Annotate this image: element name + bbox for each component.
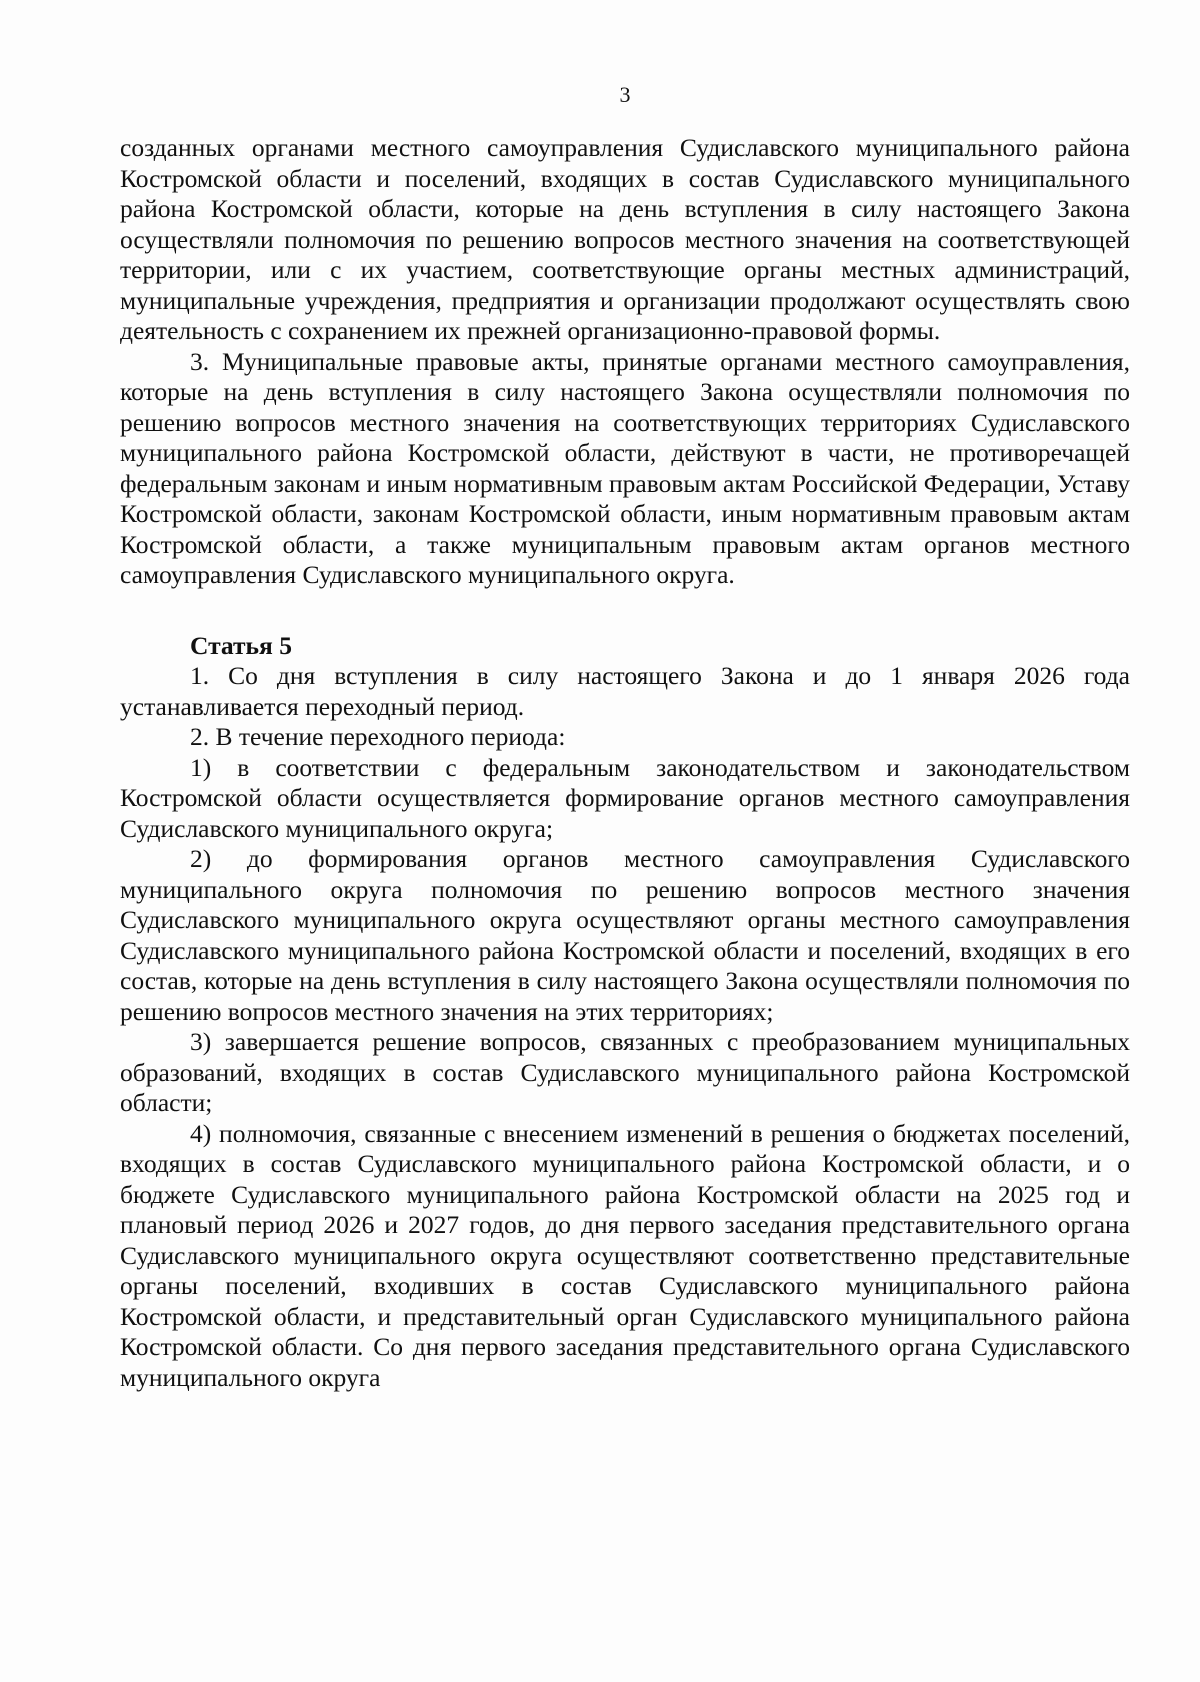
paragraph-subitem-4: 4) полномочия, связанные с внесением изменений в решения о бюджетах поселений, входящих в состав Судиславского муниципального района Костромской области, и о бюджете Судиславского муниципального района Костромской области на 2025 год и плановый период 2026 и 2027 годов, до дня первого заседания представительного органа Судиславского муниципального округа осуществляют соответственно представительные органы поселений, входивших в состав Судиславского муниципального района Костромской области, и представительный орган Судиславского муниципального района Костромской области. Со дня первого заседания представительного органа Судиславского муниципального округа <box>120 1118 1130 1392</box>
article-heading: Статья 5 <box>190 630 292 660</box>
paragraph-item-3: 3. Муниципальные правовые акты, принятые органами местного самоуправления, которые на день вступления в силу настоящего Закона осуществляли полномочия по решению вопросов местного значения на соответствующих территориях Судиславского муниципального района Костромской области, действуют в части, не противоречащей федеральным законам и иным нормативным правовым актам Российской Федерации, Уставу Костромской области, законам Костромской области, иным нормативным правовым актам Костромской области, а также муниципальным правовым актам органов местного самоуправления Судиславского муниципального округа. <box>120 346 1130 589</box>
page-number: 3 <box>619 82 631 107</box>
paragraph-article-item-2: 2. В течение переходного периода: <box>190 722 566 751</box>
paragraph-continuation: созданных органами местного самоуправления Судиславского муниципального района Костромской области и поселений, входящих в состав Судиславского муниципального района Костромской области, которые на день вступления в силу настоящего Закона осуществляли полномочия по решению вопросов местного значения на соответствующей территории, или с их участием, соответствующие органы местных администраций, муниципальные учреждения, предприятия и организации продолжают осуществлять свою деятельность с сохранением их прежней организационно-правовой формы. <box>120 133 1130 345</box>
paragraph-subitem-1: 1) в соответствии с федеральным законодательством и законодательством Костромской области осуществляется формирование органов местного самоуправления Судиславского муниципального округа; <box>120 752 1130 843</box>
document-body <box>120 133 1130 1393</box>
paragraph-subitem-3: 3) завершается решение вопросов, связанных с преобразованием муниципальных образований, входящих в состав Судиславского муниципального района Костромской области; <box>120 1027 1130 1117</box>
paragraph-subitem-2: 2) до формирования органов местного самоуправления Судиславского муниципального округа полномочия по решению вопросов местного значения Судиславского муниципального округа осуществляют органы местного самоуправления Судиславского муниципального района Костромской области и поселений, входящих в его состав, которые на день вступления в силу настоящего Закона осуществляли полномочия по решению вопросов местного значения на этих территориях; <box>120 844 1130 1026</box>
paragraph-article-item-1: 1. Со дня вступления в силу настоящего Закона и до 1 января 2026 года устанавливается переходный период. <box>120 661 1130 721</box>
